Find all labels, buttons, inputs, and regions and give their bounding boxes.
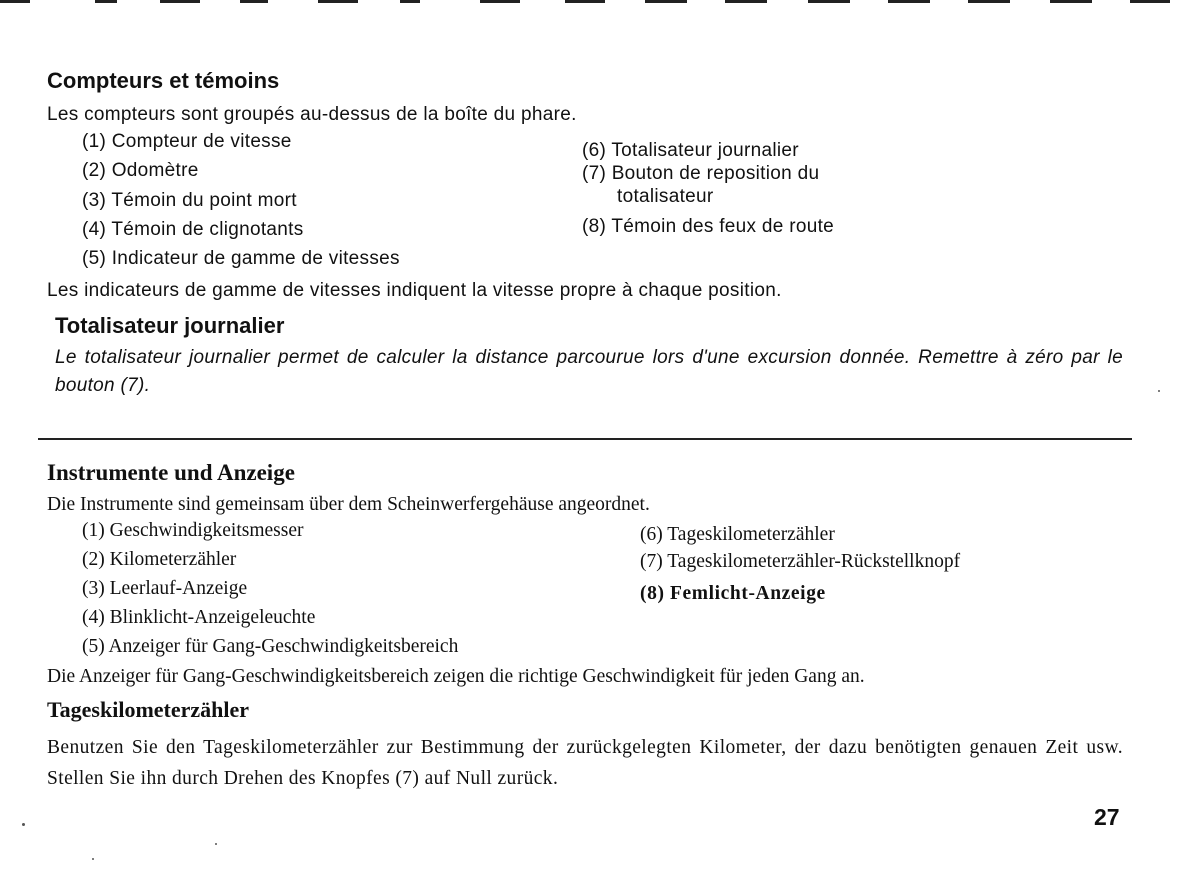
french-heading: Compteurs et témoins <box>47 68 280 93</box>
list-item: (4) Blinklicht-Anzeigeleuchte <box>82 607 316 628</box>
german-intro: Die Instrumente sind gemeinsam über dem Scheinwerfergehäuse angeordnet. <box>47 494 650 515</box>
list-item: (8) Témoin des feux de route <box>582 216 835 237</box>
list-item: (5) Indicateur de gamme de vitesses <box>82 248 400 269</box>
french-subheading: Totalisateur journalier <box>55 313 285 338</box>
speck <box>22 823 25 826</box>
list-item: (3) Leerlauf-Anzeige <box>82 578 248 599</box>
top-edge-marks <box>0 0 1200 8</box>
list-item: (7) Bouton de reposition du <box>582 163 820 184</box>
french-paragraph: Le totalisateur journalier permet de calculer la distance parcourue lors d'une excursion donnée. Remettre à zéro par le bouton (7). <box>55 347 1123 396</box>
list-item: (4) Témoin de clignotants <box>82 219 304 240</box>
list-item: (7) Tageskilometerzähler-Rückstellknopf <box>640 551 961 572</box>
french-range-note: Les indicateurs de gamme de vitesses indiquent la vitesse propre à chaque position. <box>47 280 782 301</box>
page-number: 27 <box>1094 804 1120 830</box>
speck <box>92 858 94 860</box>
german-paragraph: Benutzen Sie den Tageskilometerzähler zur Bestimmung der zurückgelegten Kilometer, der dazu benötigten genauen Zeit usw. Stellen Sie ihn durch Drehen des Knopfes (7) auf Null zurück. <box>47 737 1123 789</box>
german-range-note: Die Anzeiger für Gang-Geschwindigkeitsbereich zeigen die richtige Geschwindigkeit für jeden Gang an. <box>47 666 865 687</box>
list-item: (6) Totalisateur journalier <box>582 140 799 161</box>
french-intro: Les compteurs sont groupés au-dessus de la boîte du phare. <box>47 104 577 125</box>
speck <box>1158 390 1160 392</box>
german-subheading: Tageskilometerzähler <box>47 697 250 722</box>
list-item: (5) Anzeiger für Gang-Geschwindigkeitsbereich <box>82 636 459 657</box>
list-item: (1) Geschwindigkeitsmesser <box>82 520 304 541</box>
list-item: (6) Tageskilometerzähler <box>640 524 835 545</box>
list-item: (2) Odomètre <box>82 160 199 181</box>
list-item: (8) Femlicht-Anzeige <box>640 583 826 604</box>
speck <box>215 843 217 845</box>
list-item: (1) Compteur de vitesse <box>82 131 292 152</box>
section-divider <box>38 438 1132 440</box>
list-item: (3) Témoin du point mort <box>82 190 297 211</box>
list-item: (2) Kilometerzähler <box>82 549 237 570</box>
german-heading: Instrumente und Anzeige <box>47 460 295 485</box>
list-item-continuation: totalisateur <box>617 186 714 207</box>
